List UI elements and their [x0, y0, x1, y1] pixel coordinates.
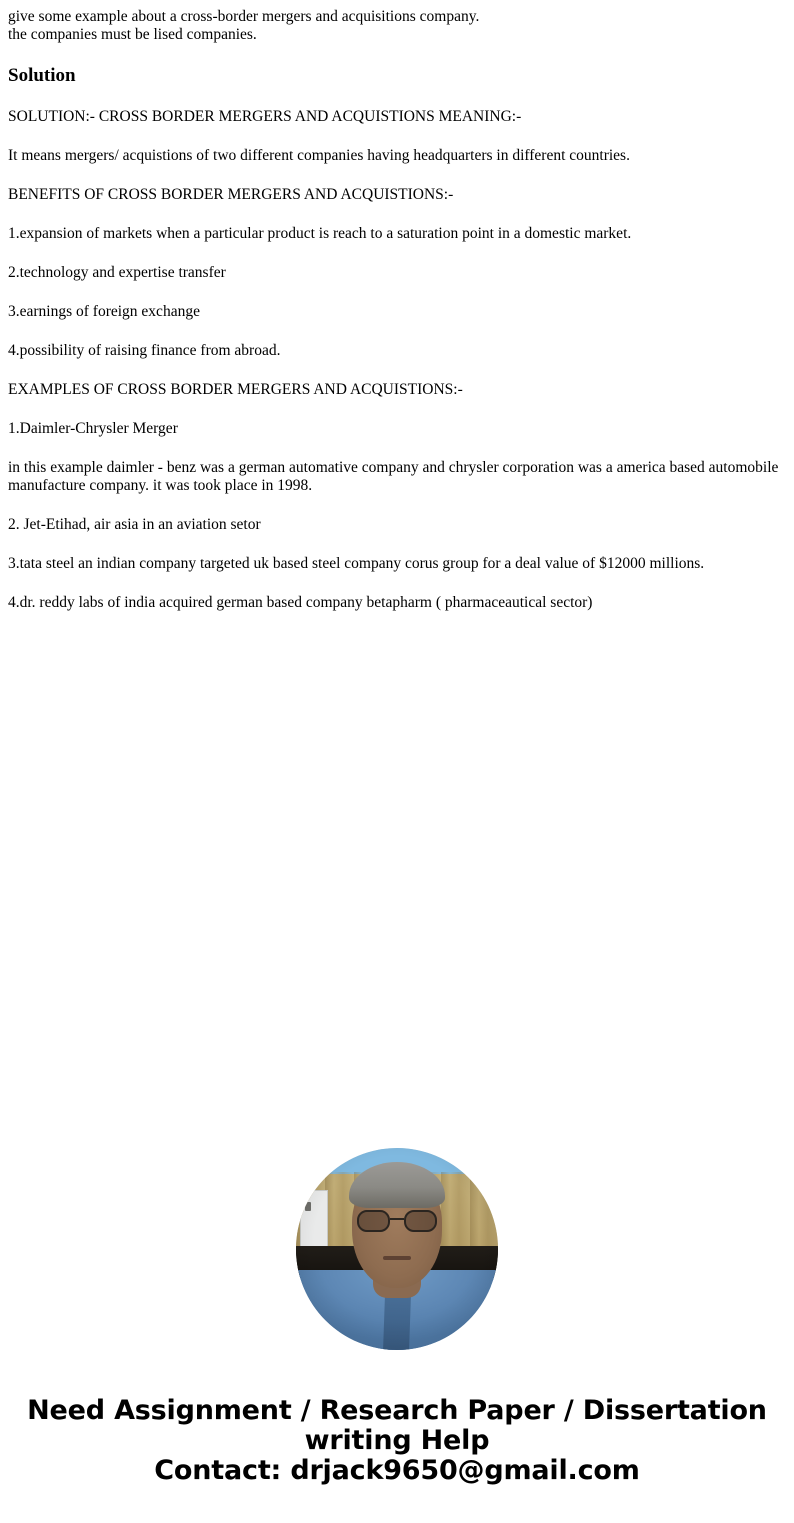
promo-line-services: Need Assignment / Research Paper / Dissertation [27, 1395, 767, 1426]
solution-body [0, 87, 794, 612]
solution-paragraph: SOLUTION:- CROSS BORDER MERGERS AND ACQUISTIONS MEANING:- [8, 108, 522, 125]
solution-paragraph: 1.expansion of markets when a particular product is reach to a saturation point in a domestic market. [8, 225, 632, 242]
portrait-photo-icon [296, 1148, 498, 1350]
solution-paragraph: EXAMPLES OF CROSS BORDER MERGERS AND ACQUISTIONS:- [8, 381, 463, 398]
promo-line-contact-email[interactable]: Contact: drjack9650@gmail.com [154, 1455, 640, 1486]
promo-line-writing-help: writing Help [304, 1425, 490, 1456]
solution-paragraph: 2. Jet-Etihad, air asia in an aviation setor [8, 516, 261, 533]
avatar [296, 1148, 498, 1350]
solution-heading: Solution [8, 65, 76, 86]
solution-paragraph: BENEFITS OF CROSS BORDER MERGERS AND ACQUISTIONS:- [8, 186, 454, 203]
solution-paragraph: 3.tata steel an indian company targeted uk based steel company corus group for a deal value of $12000 millions. [8, 555, 705, 572]
solution-paragraph: in this example daimler - benz was a german automative company and chrysler corporation was a america based automobile manufacture company. it was took place in 1998. [8, 459, 779, 494]
promo-text-block [0, 1396, 794, 1486]
promo-footer [0, 1148, 794, 1486]
question-line-1: give some example about a cross-border mergers and acquisitions company. [8, 8, 480, 25]
solution-paragraph: 4.possibility of raising finance from abroad. [8, 342, 281, 359]
solution-paragraph: 2.technology and expertise transfer [8, 264, 226, 281]
question-line-2: the companies must be lised companies. [8, 26, 257, 43]
solution-paragraph: It means mergers/ acquistions of two different companies having headquarters in different countries. [8, 147, 630, 164]
question-block [0, 0, 794, 44]
solution-paragraph: 4.dr. reddy labs of india acquired german based company betapharm ( pharmaceautical sector) [8, 594, 593, 611]
photo-vignette [296, 1148, 498, 1350]
solution-paragraph: 3.earnings of foreign exchange [8, 303, 200, 320]
solution-paragraph: 1.Daimler-Chrysler Merger [8, 420, 178, 437]
